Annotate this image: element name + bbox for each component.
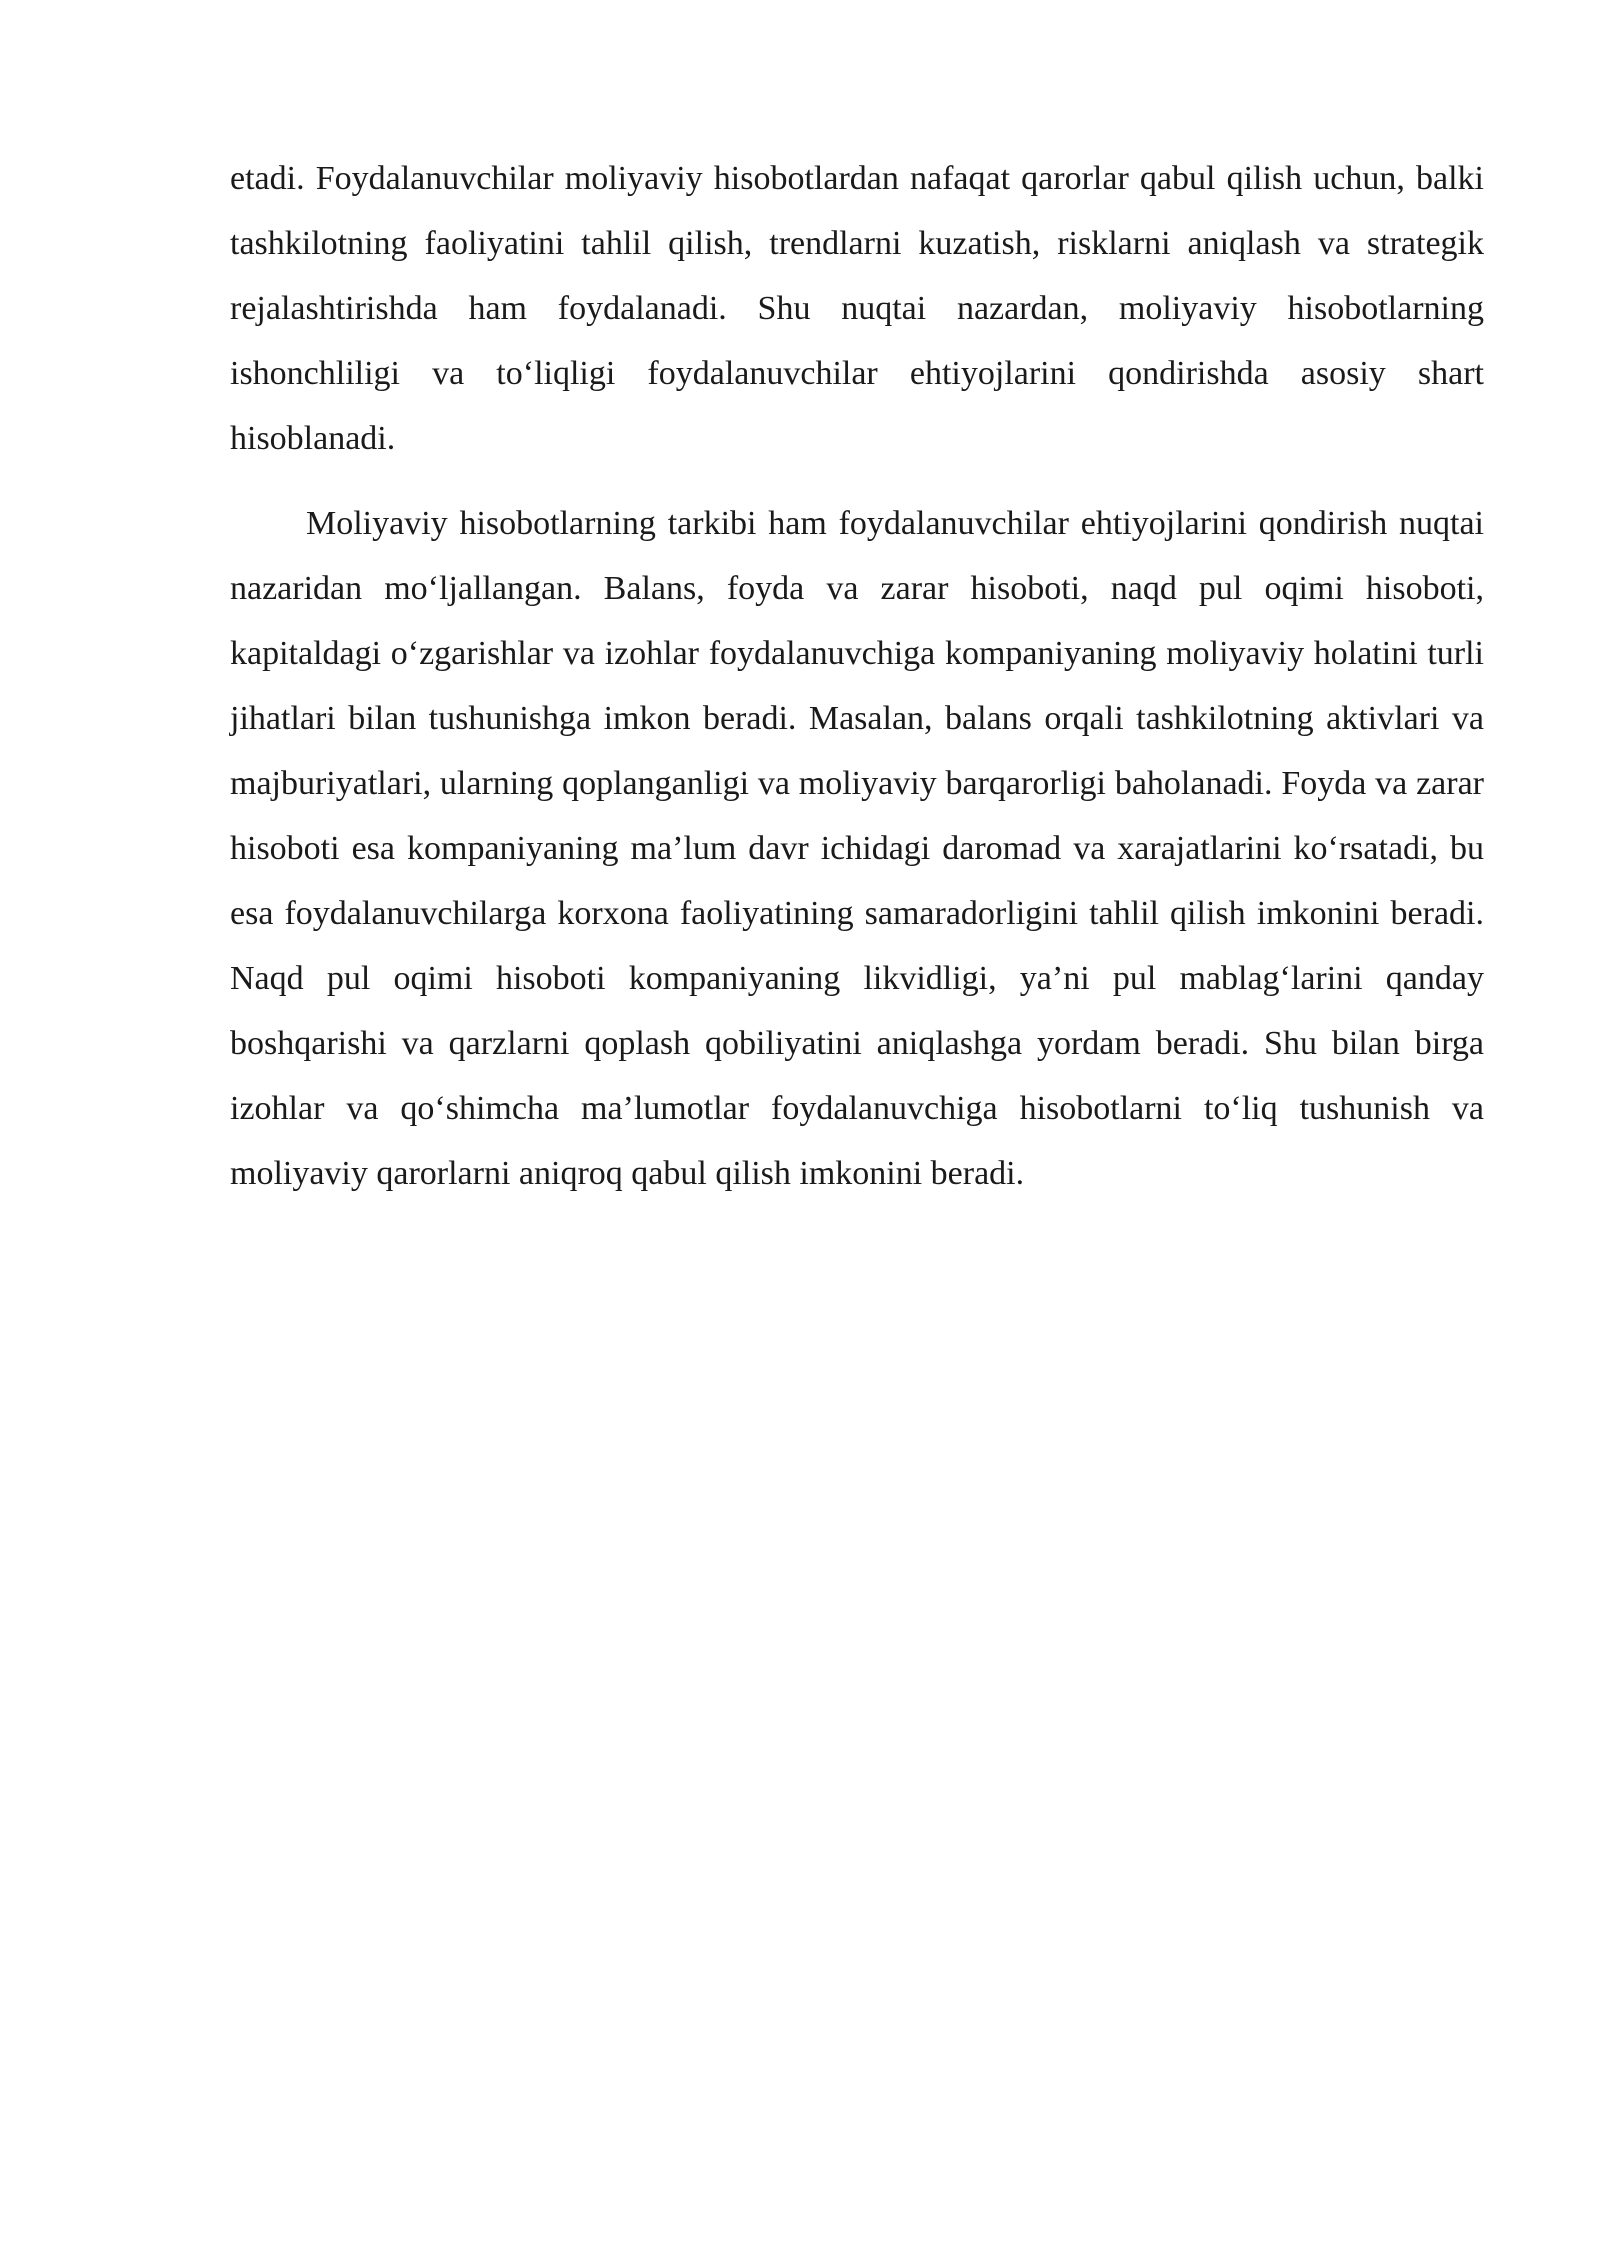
paragraph-1: etadi. Foydalanuvchilar moliyaviy hisobotlardan nafaqat qarorlar qabul qilish uchun, balki tashkilotning faoliyatini tahlil qilish, trendlarni kuzatish, risklarni aniqlash va strategik rejalashtirishda ham foydalanadi. Shu nuqtai nazardan, moliyaviy hisobotlarning ishonchliligi va to‘liqligi foydalanuvchilar ehtiyojlarini qondirishda asosiy shart hisoblanadi. — [230, 160, 1484, 457]
paragraph-2: Moliyaviy hisobotlarning tarkibi ham foydalanuvchilar ehtiyojlarini qondirish nuqtai nazaridan mo‘ljallangan. Balans, foyda va zarar hisoboti, naqd pul oqimi hisoboti, kapitaldagi o‘zgarishlar va izohlar foydalanuvchiga kompaniyaning moliyaviy holatini turli jihatlari bilan tushunishga imkon beradi. Masalan, balans orqali tashkilotning aktivlari va majburiyatlari, ularning qoplanganligi va moliyaviy barqarorligi baholanadi. Foyda va zarar hisoboti esa kompaniyaning ma’lum davr ichidagi daromad va xarajatlarini ko‘rsatadi, bu esa foydalanuvchilarga korxona faoliyatining samaradorligini tahlil qilish imkonini beradi. Naqd pul oqimi hisoboti kompaniyaning likvidligi, ya’ni pul mablag‘larini qanday boshqarishi va qarzlarni qoplash qobiliyatini aniqlashga yordam beradi. Shu bilan birga izohlar va qo‘shimcha ma’lumotlar foydalanuvchiga hisobotlarni to‘liq tushunish va moliyaviy qarorlarni aniqroq qabul qilish imkonini beradi. — [230, 505, 1484, 1192]
body-text — [230, 146, 1484, 1206]
